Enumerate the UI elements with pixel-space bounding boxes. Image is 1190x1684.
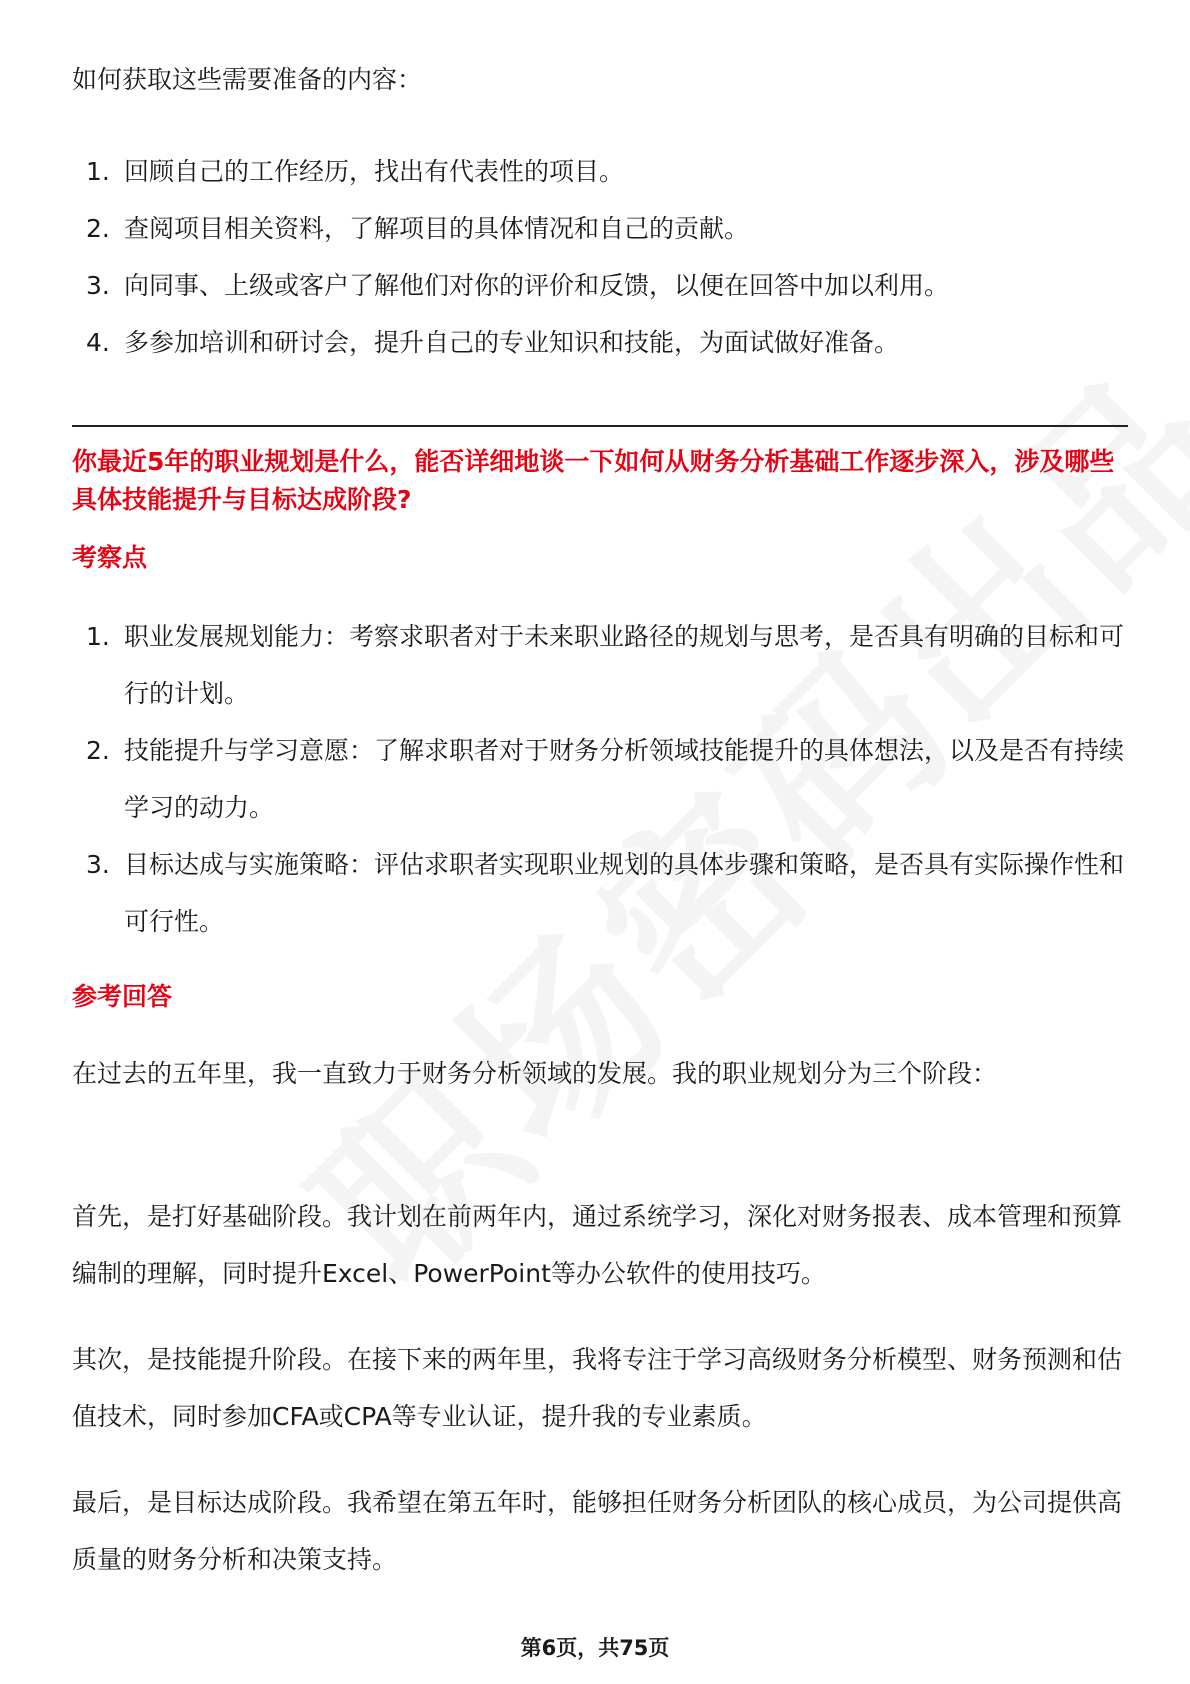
page-footer: 第6页，共75页 (520, 1636, 670, 1660)
list-number: 3. (86, 850, 110, 879)
list-item (72, 314, 1128, 371)
list-item-text: 多参加培训和研讨会，提升自己的专业知识和技能，为面试做好准备。 (124, 328, 900, 357)
answer-paragraph: 首先，是打好基础阶段。我计划在前两年内，通过系统学习，深化对财务报表、成本管理和预算编制的理解，同时提升Excel、PowerPoint等办公软件的使用技巧。 (72, 1202, 1123, 1288)
list-item-text: 回顾自己的工作经历，找出有代表性的项目。 (124, 157, 625, 186)
document-page (72, 0, 1128, 1684)
list-number: 2. (86, 736, 110, 765)
answer-paragraph: 其次，是技能提升阶段。在接下来的两年里，我将专注于学习高级财务分析模型、财务预测和估值技术，同时参加CFA或CPA等专业认证，提升我的专业素质。 (72, 1345, 1123, 1431)
list-number: 3. (86, 271, 110, 300)
examine-list (72, 608, 1128, 950)
list-item (72, 200, 1128, 257)
examine-title: 考察点 (72, 543, 148, 572)
list-number: 2. (86, 214, 110, 243)
list-number: 1. (86, 622, 110, 651)
list-item-text: 目标达成与实施策略：评估求职者实现职业规划的具体步骤和策略，是否具有实际操作性和可行性。 (124, 850, 1125, 936)
question-heading: 你最近5年的职业规划是什么，能否详细地谈一下如何从财务分析基础工作逐步深入，涉及哪些具体技能提升与目标达成阶段? (72, 447, 1115, 514)
list-number: 4. (86, 328, 110, 357)
list-item (72, 257, 1128, 314)
answer-paragraph: 最后，是目标达成阶段。我希望在第五年时，能够担任财务分析团队的核心成员，为公司提供高质量的财务分析和决策支持。 (72, 1488, 1123, 1574)
list-item-text: 职业发展规划能力：考察求职者对于未来职业路径的规划与思考，是否具有明确的目标和可行的计划。 (124, 622, 1125, 708)
list-number: 1. (86, 157, 110, 186)
list-item (72, 836, 1128, 950)
answer-paragraph: 在过去的五年里，我一直致力于财务分析领域的发展。我的职业规划分为三个阶段： (72, 1059, 998, 1088)
list-item (72, 608, 1128, 722)
list-item (72, 722, 1128, 836)
list-item (72, 143, 1128, 200)
list-item-text: 查阅项目相关资料，了解项目的具体情况和自己的贡献。 (124, 214, 750, 243)
prep-list (72, 143, 1128, 371)
answer-title: 参考回答 (72, 982, 173, 1011)
list-item-text: 技能提升与学习意愿：了解求职者对于财务分析领域技能提升的具体想法，以及是否有持续学习的动力。 (124, 736, 1125, 822)
intro-text: 如何获取这些需要准备的内容： (72, 65, 423, 94)
section-divider (72, 425, 1128, 427)
list-item-text: 向同事、上级或客户了解他们对你的评价和反馈，以便在回答中加以利用。 (124, 271, 950, 300)
